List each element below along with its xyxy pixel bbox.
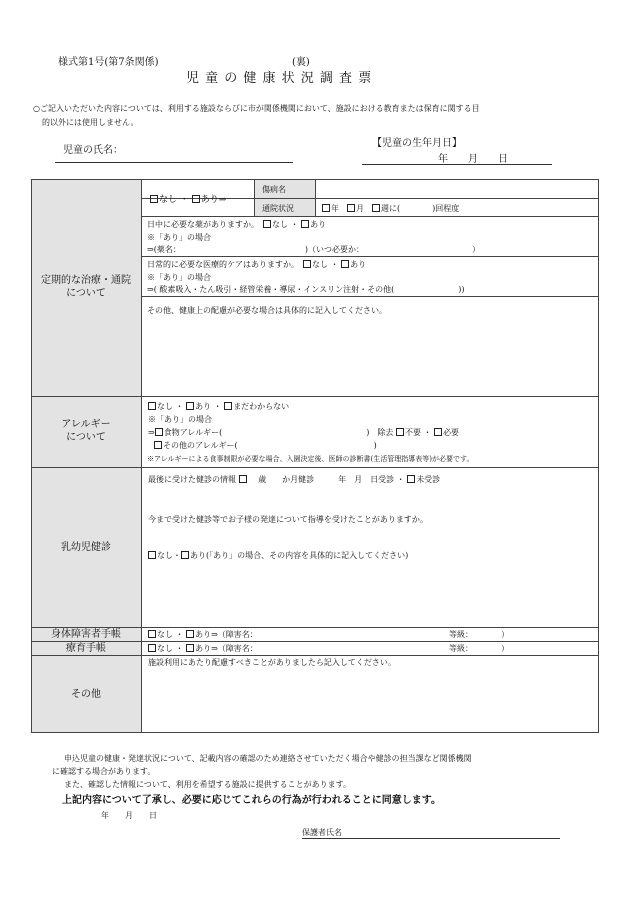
visit-month-checkbox[interactable]: [347, 204, 355, 212]
guardian-name-field[interactable]: [302, 838, 560, 839]
guidance-answer: なし・ あり(「あり」の場合、その内容を具体的に記入してください): [148, 550, 408, 561]
guidance-question: 今まで受けた健診等でお子様の発達について指導を受けたことがありますか。: [148, 515, 428, 524]
other-allergy-row: その他のアレルギー( ): [154, 440, 377, 451]
disability-grade[interactable]: 等級： ）: [449, 630, 509, 639]
visit-year-checkbox[interactable]: [322, 204, 330, 212]
form-number: 様式第1号(第7条関係): [58, 57, 159, 68]
other-allergy-checkbox[interactable]: [154, 441, 162, 449]
medicine-question: 日中に必要な薬がありますか。 なし ・ あり: [147, 220, 327, 229]
guidance-yes-checkbox[interactable]: [181, 551, 189, 559]
medicine-name-field[interactable]: ⇒(薬名： )（いつ必要か： ）: [147, 245, 480, 254]
rehab-grade[interactable]: 等級： ）: [449, 644, 509, 653]
disability-row: なし ・ あり⇒（障害名：: [148, 629, 258, 640]
treatment-yes-checkbox[interactable]: [192, 195, 200, 203]
last-checkup-checkbox[interactable]: [239, 475, 247, 483]
removal-needed-checkbox[interactable]: [434, 428, 442, 436]
removal-not-needed-checkbox[interactable]: [396, 428, 404, 436]
guardian-name-label: 保護者氏名: [302, 828, 342, 837]
footer-paragraph-2: また、確認した情報について、利用を希望する施設に提供することがあります。: [64, 780, 352, 789]
rehab-none-checkbox[interactable]: [148, 644, 156, 652]
disability-none-checkbox[interactable]: [148, 630, 156, 638]
rehab-yes-checkbox[interactable]: [186, 644, 194, 652]
medicine-if-yes: ※「あり」の場合: [147, 233, 211, 242]
care-if-yes: ※「あり」の場合: [147, 273, 211, 282]
checkup-label: 乳幼児健診: [61, 542, 111, 553]
allergy-note: ※アレルギーによる食事制限が必要な場合、入園決定後、医師の診断書(生活管理指導表等)が必要です。: [147, 455, 474, 463]
allergy-yes-checkbox[interactable]: [186, 402, 194, 410]
page-title: 児 童 の 健 康 状 況 調 査 票: [186, 71, 373, 86]
medicine-yes-checkbox[interactable]: [301, 220, 309, 228]
other-field[interactable]: 施設利用にあたり配慮すべきことがありましたら記入してください。: [148, 658, 396, 667]
reverse-label: (裏): [292, 57, 310, 68]
signature-date[interactable]: 年 月 日: [101, 811, 157, 820]
allergy-if-yes: ※「あり」の場合: [148, 415, 212, 424]
allergy-none-checkbox[interactable]: [148, 402, 156, 410]
treatment-label: 定期的な治療・通院 について: [41, 275, 131, 299]
other-health-field[interactable]: その他、健康上の配慮が必要な場合は具体的に記入してください。: [147, 306, 387, 315]
disease-header: 傷病名: [262, 185, 286, 194]
footer-paragraph-1b: に確認する場合があります。: [52, 767, 156, 776]
guidance-none-checkbox[interactable]: [148, 551, 156, 559]
treatment-none-checkbox[interactable]: [150, 195, 158, 203]
allergy-label: アレルギー について: [61, 419, 111, 443]
allergy-unknown-checkbox[interactable]: [224, 402, 232, 410]
rehab-label: 療育手帳: [66, 643, 106, 654]
food-allergy-row: ⇒ 食物アレルギー( ) 除去 不要 ・ 必要: [148, 428, 460, 437]
care-question: 日常的に必要な医療的ケアはありますか。 なし ・ あり: [147, 260, 367, 269]
care-none-checkbox[interactable]: [303, 260, 311, 268]
notice-text-1: ○ご記入いただいた内容については、利用する施設ならびに市が関係機関において、施設における教育または保育に関する目: [33, 104, 480, 113]
birthdate-field[interactable]: [362, 164, 552, 165]
other-label: その他: [71, 689, 101, 700]
birthdate-label: 【児童の生年月日】: [372, 138, 462, 149]
child-name-field[interactable]: [55, 162, 293, 163]
rehab-row: なし ・ あり⇒（障害名：: [148, 643, 258, 654]
visit-week-checkbox[interactable]: [372, 204, 380, 212]
child-name-label: 児童の氏名：: [63, 145, 123, 156]
footer-paragraph-1: 申込児童の健康・発達状況について、記載内容の確認のため連絡させていただく場合や健診の担当課など関係機関: [64, 754, 472, 763]
disability-label: 身体障害者手帳: [51, 629, 121, 640]
last-checkup-row: 最後に受けた健診の情報 歳 か月健診 年 月 日受診 ・ 未受診: [148, 475, 441, 484]
care-yes-checkbox[interactable]: [341, 260, 349, 268]
medicine-none-checkbox[interactable]: [263, 220, 271, 228]
care-list[interactable]: ⇒( 酸素吸入・たん吸引・経管栄養・導尿・インスリン注射・その他( )): [147, 285, 465, 294]
consent-statement: 上記内容について了承し、必要に応じてこれらの行為が行われることに同意します。: [62, 795, 441, 806]
disability-yes-checkbox[interactable]: [186, 630, 194, 638]
allergy-presence: なし ・ あり ・ まだわからない: [148, 401, 289, 412]
treatment-presence: なし ・ あり⇒: [150, 192, 226, 205]
visit-frequency: 年 月 週に( )回程度: [322, 203, 459, 214]
food-allergy-checkbox[interactable]: [155, 428, 163, 436]
birthdate-units: 年 月 日: [438, 154, 508, 165]
not-received-checkbox[interactable]: [407, 475, 415, 483]
notice-text-2: 的以外には使用しません。: [42, 118, 139, 127]
visit-header: 通院状況: [262, 204, 294, 213]
